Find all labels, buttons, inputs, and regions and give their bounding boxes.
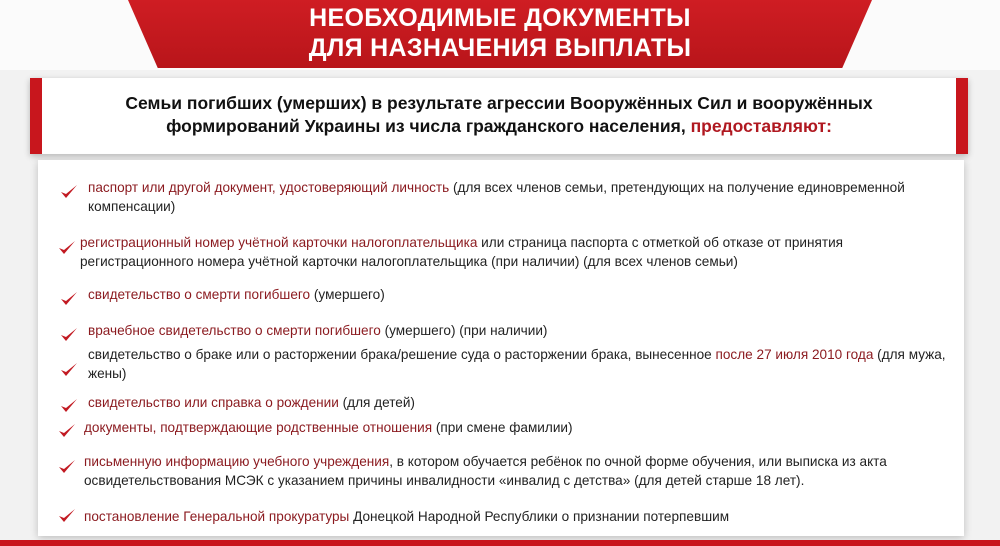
- subheader-line-1: Семьи погибших (умерших) в результате агрессии Вооружённых Сил и вооружённых: [125, 93, 873, 113]
- list-item-kinship-documents: [84, 418, 944, 437]
- checkmark-icon: [60, 327, 78, 343]
- checkmark-icon: [60, 398, 78, 414]
- item-highlight: паспорт или другой документ, удостоверяющий личность: [88, 180, 450, 195]
- list-item-death-certificate: [88, 285, 948, 304]
- list-item-tax-number: [80, 233, 940, 271]
- item-highlight: врачебное свидетельство о смерти погибшего: [88, 323, 381, 338]
- subheader-provide-highlight: предоставляют:: [690, 116, 832, 136]
- subheader-line-2-main: формирований Украины из числа гражданского населения,: [166, 116, 691, 136]
- checkmark-icon: [58, 240, 76, 256]
- item-highlight: документы, подтверждающие родственные отношения: [84, 420, 433, 435]
- list-item-medical-certificate: [88, 321, 948, 340]
- item-text: (для всех членов семьи, претендующих на получение единовременной компенсации): [88, 180, 905, 214]
- item-text: Донецкой Народной Республики о признании потерпевшим: [349, 509, 730, 524]
- item-text: (при смене фамилии): [432, 420, 573, 435]
- item-text: (для мужа, жены): [88, 347, 946, 381]
- bottom-accent-bar: [0, 540, 1000, 546]
- checkmark-icon: [58, 459, 76, 475]
- item-highlight: постановление Генеральной прокуратуры: [84, 509, 350, 524]
- checkmark-icon: [58, 508, 76, 524]
- subheader-text: [60, 92, 938, 138]
- checkmark-icon: [60, 184, 78, 200]
- item-highlight: свидетельство о смерти погибшего: [88, 287, 311, 302]
- item-text-before: свидетельство о браке или о расторжении брака/решение суда о расторжении брака, вынесенное: [88, 347, 716, 362]
- item-text: (для детей): [338, 395, 415, 410]
- subheader-left-accent: [30, 78, 42, 154]
- page-title-line-1: НЕОБХОДИМЫЕ ДОКУМЕНТЫ: [309, 4, 691, 32]
- checkmark-icon: [60, 362, 78, 378]
- list-item-marriage-certificate: [88, 345, 948, 383]
- item-text: (умершего): [310, 287, 385, 302]
- page-title-line-2: ДЛЯ НАЗНАЧЕНИЯ ВЫПЛАТЫ: [308, 34, 692, 62]
- checkmark-icon: [60, 291, 78, 307]
- subheader-right-accent: [956, 78, 968, 154]
- list-item-prosecutor-resolution: [84, 507, 944, 526]
- list-item-passport: [88, 178, 948, 216]
- item-text: , в котором обучается ребёнок по очной форме обучения, или выписка из акта освидетельствования МСЭК с указанием причины инвалидности «инвалид с детства» (для детей старше 18 лет).: [84, 454, 887, 488]
- item-highlight: регистрационный номер учётной карточки налогоплательщика: [80, 235, 478, 250]
- subheader-line-2: [60, 115, 938, 138]
- item-highlight: свидетельство или справка о рождении: [88, 395, 339, 410]
- item-highlight: после 27 июля 2010 года: [715, 347, 874, 362]
- checkmark-icon: [58, 423, 76, 439]
- item-text: или страница паспорта с отметкой об отказе от принятия регистрационного номера учётной карточки налогоплательщика (при наличии) (для всех членов семьи): [80, 235, 844, 269]
- list-item-school-info: [84, 452, 954, 490]
- item-highlight: письменную информацию учебного учреждения: [84, 454, 390, 469]
- item-text: (умершего) (при наличии): [380, 323, 548, 338]
- list-item-birth-certificate: [88, 393, 948, 412]
